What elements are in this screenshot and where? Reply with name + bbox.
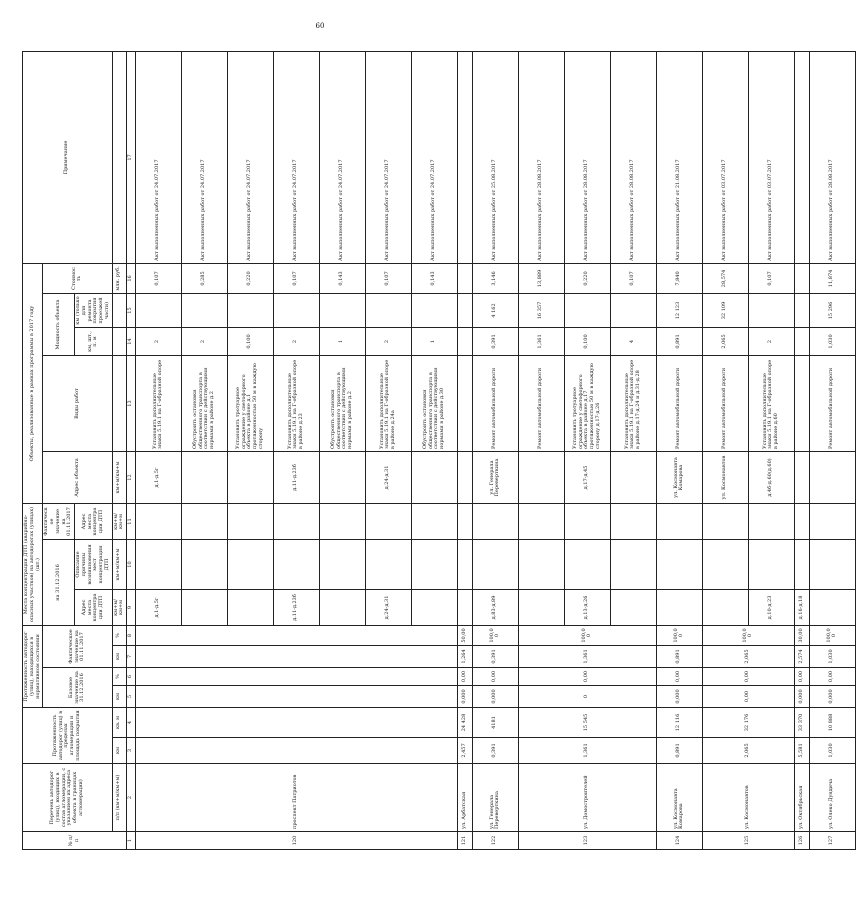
base-km: 0,000 bbox=[457, 686, 472, 708]
road-objects-table bbox=[22, 51, 856, 850]
header-base: Базовое значение на 31.12.2016 bbox=[43, 668, 112, 708]
note: Акт выполненных работ от 28.08.2017 bbox=[518, 51, 564, 263]
table-row bbox=[135, 51, 181, 849]
work-type: Обустроить остановки общественного транспорта в соответствии с действующими нормами в районе д.2 bbox=[319, 356, 365, 452]
work-type: Установить дополнительные знаки 5.19.1 на Г-образной опоре bbox=[135, 356, 181, 452]
header-power: Мощность объекта bbox=[43, 294, 75, 356]
dtp-fact-address bbox=[809, 504, 855, 540]
road-name: ул. Октябрьская bbox=[794, 764, 809, 832]
note bbox=[457, 51, 472, 263]
road-length: 1,361 bbox=[518, 738, 656, 764]
dtp-description bbox=[794, 540, 809, 590]
column-number: 3 bbox=[127, 738, 136, 764]
table-header bbox=[23, 51, 136, 849]
note: Акт выполненных работ от 03.07.2017 bbox=[702, 51, 748, 263]
row-number: 121 bbox=[457, 832, 472, 850]
dtp-fact-address bbox=[273, 504, 319, 540]
fact-percent: 100,00 bbox=[702, 626, 794, 646]
header-normative: Протяженность автодорог (улиц), находящихся в нормативном состоянии bbox=[23, 626, 43, 708]
header-num: № п/п bbox=[23, 832, 127, 850]
cost: 28,574 bbox=[702, 263, 748, 293]
dtp-fact-address bbox=[748, 504, 794, 540]
note: Акт выполненных работ от 28.08.2017 bbox=[564, 51, 610, 263]
note: Акт выполненных работ от 24.07.2017 bbox=[411, 51, 457, 263]
table-row bbox=[656, 51, 702, 849]
object-address bbox=[610, 452, 656, 504]
road-area: 15 545 bbox=[518, 708, 656, 738]
column-number: 2 bbox=[127, 764, 136, 832]
dtp-address bbox=[227, 590, 273, 626]
work-type: Установить дополнительные знаки 5.19.1 на Г-образной опоре в районе д.17-д.24 и д.31-д.28 bbox=[610, 356, 656, 452]
power-area bbox=[457, 294, 472, 328]
base-km bbox=[135, 686, 457, 708]
cost: 0,107 bbox=[610, 263, 656, 293]
road-length: 5,581 bbox=[794, 738, 809, 764]
object-address bbox=[227, 452, 273, 504]
row-number: 123 bbox=[518, 832, 656, 850]
dtp-address bbox=[457, 590, 472, 626]
road-length: 2,065 bbox=[702, 738, 794, 764]
power-units: 1,361 bbox=[518, 328, 564, 356]
dtp-address: д.13-д.26 bbox=[564, 590, 610, 626]
base-km: 0 bbox=[518, 686, 656, 708]
dtp-address bbox=[518, 590, 564, 626]
power-units: 2 bbox=[273, 328, 319, 356]
power-units: 0,100 bbox=[564, 328, 610, 356]
unit: % bbox=[112, 626, 127, 646]
unit: км bbox=[112, 686, 127, 708]
road-length: 2,457 bbox=[457, 738, 472, 764]
unit: км+м/км+м bbox=[112, 504, 127, 540]
header-dtp-base: на 31.12.2016 bbox=[43, 540, 75, 626]
header-dtp-addr: Адрес места концентрации ДТП bbox=[75, 590, 113, 626]
row-number: 125 bbox=[702, 832, 794, 850]
dtp-description bbox=[135, 540, 181, 590]
work-type: Ремонт автомобильной дороги bbox=[518, 356, 564, 452]
dtp-fact-address bbox=[472, 504, 518, 540]
unit: км+м/км+м bbox=[112, 452, 127, 504]
dtp-description bbox=[227, 540, 273, 590]
header-power-2: км (только для ремонта покрытия проезжей части) bbox=[75, 294, 113, 328]
power-area: 16 357 bbox=[518, 294, 564, 328]
column-number: 17 bbox=[127, 51, 136, 263]
base-km: 0,000 bbox=[656, 686, 702, 708]
power-units: 0,391 bbox=[472, 328, 518, 356]
work-type: Обустроить остановки общественного транспорта в соответствии с действующими нормами в районе д.2 bbox=[181, 356, 227, 452]
road-area: 33 370 bbox=[794, 708, 809, 738]
cost: 13,889 bbox=[518, 263, 564, 293]
unit: км bbox=[112, 646, 127, 668]
power-units: 0,891 bbox=[656, 328, 702, 356]
road-name: ул. Домостроителей bbox=[518, 764, 656, 832]
dtp-fact-address bbox=[518, 504, 564, 540]
cost: 0,143 bbox=[411, 263, 457, 293]
work-type: Обустроить остановки общественного транспорта в соответствии с действующими нормами в районе д.30 bbox=[411, 356, 457, 452]
dtp-fact-address bbox=[319, 504, 365, 540]
base-percent: 0,00 bbox=[794, 668, 809, 686]
power-area bbox=[564, 294, 610, 328]
table-row bbox=[809, 51, 855, 849]
dtp-description bbox=[809, 540, 855, 590]
work-type: Установить дополнительные знаки 5.19.1 на Г-образной опоре в районе д.24а bbox=[365, 356, 411, 452]
power-area bbox=[319, 294, 365, 328]
dtp-description bbox=[472, 540, 518, 590]
unit: % bbox=[112, 668, 127, 686]
dtp-fact-address bbox=[411, 504, 457, 540]
base-km: 0,000 bbox=[472, 686, 518, 708]
base-percent: 0,00 bbox=[656, 668, 702, 686]
object-address bbox=[457, 452, 472, 504]
cost: 0,107 bbox=[135, 263, 181, 293]
power-units: 1 bbox=[319, 328, 365, 356]
header-cost: Стоимость bbox=[43, 263, 112, 293]
dtp-description bbox=[656, 540, 702, 590]
dtp-fact-address bbox=[610, 504, 656, 540]
row-number: 120 bbox=[135, 832, 457, 850]
table-row bbox=[518, 51, 564, 849]
work-type: Установить тротуарное ограждение у светофорного объекта в районе д.1 протяженностью 50 м в каждую сторону bbox=[227, 356, 273, 452]
object-address: ул. Генерала Переверткина bbox=[472, 452, 518, 504]
fact-km: 2,574 bbox=[794, 646, 809, 668]
dtp-fact-address bbox=[227, 504, 273, 540]
road-name: ул. Генерала Переверткина bbox=[472, 764, 518, 832]
dtp-fact-address bbox=[135, 504, 181, 540]
object-address: д.24-д.31 bbox=[365, 452, 411, 504]
dtp-description bbox=[564, 540, 610, 590]
dtp-description bbox=[319, 540, 365, 590]
table-row bbox=[794, 51, 809, 849]
note: Акт выполненных работ от 24.07.2017 bbox=[365, 51, 411, 263]
object-address bbox=[518, 452, 564, 504]
road-length bbox=[135, 738, 457, 764]
base-percent: 0,00 bbox=[518, 668, 656, 686]
object-address bbox=[181, 452, 227, 504]
power-units: 0,100 bbox=[227, 328, 273, 356]
work-type: Ремонт автомобильной дороги bbox=[702, 356, 748, 452]
object-address: ул. Космонавтов bbox=[702, 452, 748, 504]
dtp-description bbox=[365, 540, 411, 590]
dtp-description bbox=[610, 540, 656, 590]
unit: км bbox=[112, 738, 127, 764]
cost: 3,146 bbox=[472, 263, 518, 293]
unit: млн. руб. bbox=[112, 263, 127, 293]
header-power-1: км, шт., п. м bbox=[75, 328, 113, 356]
fact-km bbox=[135, 646, 457, 668]
column-number: 4 bbox=[127, 708, 136, 738]
work-type: Установить дополнительные знаки 5.19.1 на Г-образной опоре в районе д.60 bbox=[748, 356, 794, 452]
base-percent: 0,00 bbox=[457, 668, 472, 686]
note: Акт выполненных работ от 21.08.2017 bbox=[656, 51, 702, 263]
fact-percent: 30,00 bbox=[794, 626, 809, 646]
power-area bbox=[748, 294, 794, 328]
dtp-fact-address bbox=[794, 504, 809, 540]
work-type: Ремонт автомобильной дороги bbox=[809, 356, 855, 452]
row-number: 122 bbox=[472, 832, 518, 850]
road-name: ул. Олеко Дундича bbox=[809, 764, 855, 832]
base-percent bbox=[135, 668, 457, 686]
power-units bbox=[457, 328, 472, 356]
dtp-fact-address bbox=[564, 504, 610, 540]
dtp-address bbox=[809, 590, 855, 626]
base-percent: 0,00 bbox=[809, 668, 855, 686]
work-type: Ремонт автомобильной дороги bbox=[472, 356, 518, 452]
dtp-address bbox=[319, 590, 365, 626]
power-units: 4 bbox=[610, 328, 656, 356]
power-area bbox=[227, 294, 273, 328]
object-address: д.11-д.23б bbox=[273, 452, 319, 504]
header-note: Примечание bbox=[23, 51, 113, 263]
column-number: 14 bbox=[127, 328, 136, 356]
note: Акт выполненных работ от 25.08.2017 bbox=[472, 51, 518, 263]
fact-percent: 50,00 bbox=[457, 626, 472, 646]
power-units: 1 bbox=[411, 328, 457, 356]
road-length: 1,030 bbox=[809, 738, 855, 764]
fact-km: 1,361 bbox=[518, 646, 656, 668]
note: Акт выполненных работ от 24.07.2017 bbox=[319, 51, 365, 263]
dtp-address bbox=[610, 590, 656, 626]
object-address bbox=[809, 452, 855, 504]
power-area bbox=[610, 294, 656, 328]
object-address bbox=[319, 452, 365, 504]
dtp-address bbox=[656, 590, 702, 626]
dtp-address bbox=[411, 590, 457, 626]
fact-km: 2,065 bbox=[702, 646, 794, 668]
dtp-description bbox=[702, 540, 748, 590]
table-row bbox=[457, 51, 472, 849]
road-length: 0,391 bbox=[472, 738, 518, 764]
fact-percent: 100,00 bbox=[809, 626, 855, 646]
rotated-table-frame bbox=[22, 52, 838, 850]
note bbox=[794, 51, 809, 263]
dtp-description bbox=[411, 540, 457, 590]
unit: км+м/км+м bbox=[112, 540, 127, 590]
dtp-description bbox=[273, 540, 319, 590]
header-name: Перечень автодорог (улиц), входящих в состав агломерации, с указанием их адреса объекта в границах агломерации) bbox=[23, 764, 113, 832]
power-area bbox=[135, 294, 181, 328]
table-row bbox=[472, 51, 518, 849]
dtp-fact-address bbox=[702, 504, 748, 540]
dtp-description bbox=[457, 540, 472, 590]
road-name: проспект Патриотов bbox=[135, 764, 457, 832]
cost: 0,107 bbox=[365, 263, 411, 293]
cost: 0,143 bbox=[319, 263, 365, 293]
fact-percent bbox=[135, 626, 457, 646]
column-number: 8 bbox=[127, 626, 136, 646]
power-units bbox=[794, 328, 809, 356]
dtp-description bbox=[748, 540, 794, 590]
work-type: Установить дополнительные знаки 5.19.1 на Г-образной опоре в районе д.23 bbox=[273, 356, 319, 452]
power-units: 2,065 bbox=[702, 328, 748, 356]
power-area: 15 296 bbox=[809, 294, 855, 328]
dtp-address: д.11-д.23б bbox=[273, 590, 319, 626]
note: Акт выполненных работ от 03.07.2017 bbox=[748, 51, 794, 263]
dtp-address: д.24-д.31 bbox=[365, 590, 411, 626]
note: Акт выполненных работ от 24.07.2017 bbox=[135, 51, 181, 263]
cost: 0,220 bbox=[564, 263, 610, 293]
object-address: д.4б-д.60(д.60) bbox=[748, 452, 794, 504]
table-row bbox=[702, 51, 748, 849]
table-wrapper bbox=[22, 52, 838, 850]
unit: п/п (км+м/км+м) bbox=[112, 764, 127, 832]
base-km: 0,00 bbox=[702, 686, 794, 708]
dtp-address bbox=[181, 590, 227, 626]
power-area bbox=[794, 294, 809, 328]
column-number: 1 bbox=[127, 832, 136, 850]
column-numbers-row bbox=[127, 51, 136, 849]
header-length: Протяженность автодорог (улиц) в пределах агломерации и площадь покрытия bbox=[23, 708, 113, 764]
dtp-address bbox=[702, 590, 748, 626]
column-number: 5 bbox=[127, 686, 136, 708]
power-units: 2 bbox=[181, 328, 227, 356]
dtp-fact-address bbox=[181, 504, 227, 540]
dtp-description bbox=[181, 540, 227, 590]
cost: 0,107 bbox=[273, 263, 319, 293]
note: Акт выполненных работ от 24.07.2017 bbox=[181, 51, 227, 263]
road-length: 0,891 bbox=[656, 738, 702, 764]
power-area: 32 109 bbox=[702, 294, 748, 328]
note: Акт выполненных работ от 28.08.2017 bbox=[610, 51, 656, 263]
fact-percent: 100,00 bbox=[518, 626, 656, 646]
header-fact: Фактическое значение на 01.11.2017 bbox=[43, 626, 112, 668]
power-units: 2 bbox=[365, 328, 411, 356]
unit: км+м/км+м bbox=[112, 590, 127, 626]
header-obj-addr: Адрес объекта bbox=[43, 452, 112, 504]
work-type bbox=[457, 356, 472, 452]
row-number: 126 bbox=[794, 832, 809, 850]
column-number: 15 bbox=[127, 294, 136, 328]
dtp-address: д.83-д.89 bbox=[472, 590, 518, 626]
power-area bbox=[411, 294, 457, 328]
column-number: 13 bbox=[127, 356, 136, 452]
column-number: 10 bbox=[127, 540, 136, 590]
cost: 11,874 bbox=[809, 263, 855, 293]
unit: кв. м bbox=[112, 708, 127, 738]
header-dtp: Места концентрации ДТП (аварийно-опасных участков) на автодорогах (улицах) (шт.) bbox=[23, 504, 43, 626]
power-units: 1,030 bbox=[809, 328, 855, 356]
dtp-fact-address bbox=[365, 504, 411, 540]
power-area bbox=[365, 294, 411, 328]
header-dtp-fact: Фактическое значение на 01.11.2017 bbox=[43, 504, 75, 540]
object-address: д.17-д.45 bbox=[564, 452, 610, 504]
road-name: ул. Космонавтов bbox=[702, 764, 794, 832]
power-units: 2 bbox=[748, 328, 794, 356]
object-address: ул. Космонавта Комарова bbox=[656, 452, 702, 504]
note: Акт выполненных работ от 24.07.2017 bbox=[273, 51, 319, 263]
work-type: Ремонт автомобильной дороги bbox=[656, 356, 702, 452]
header-objects: Объекты, реализованные в рамках программы в 2017 году bbox=[23, 263, 43, 503]
base-percent: 0,00 bbox=[472, 668, 518, 686]
column-number: 9 bbox=[127, 590, 136, 626]
cost: 0,220 bbox=[227, 263, 273, 293]
road-name: ул. Космонавта Комарова bbox=[656, 764, 702, 832]
header-dtp-descr: Описание причины возникновения мест концентрации ДТП bbox=[75, 540, 113, 590]
power-area bbox=[273, 294, 319, 328]
road-area: 24 428 bbox=[457, 708, 472, 738]
work-type bbox=[794, 356, 809, 452]
power-area: 12 123 bbox=[656, 294, 702, 328]
power-area: 4 162 bbox=[472, 294, 518, 328]
note: Акт выполненных работ от 24.07.2017 bbox=[227, 51, 273, 263]
work-type: Установить тротуарное ограждение у светофорного объекта в районе д.17 протяженностью 50 м в каждую сторону д.17-д.26 bbox=[564, 356, 610, 452]
road-area: 4181 bbox=[472, 708, 518, 738]
page-number: 60 bbox=[315, 22, 325, 30]
base-km: 0,000 bbox=[809, 686, 855, 708]
fact-km: 0,891 bbox=[656, 646, 702, 668]
road-area: 32 176 bbox=[702, 708, 794, 738]
cost: 0,285 bbox=[181, 263, 227, 293]
object-address bbox=[794, 452, 809, 504]
road-area bbox=[135, 708, 457, 738]
column-number: 6 bbox=[127, 668, 136, 686]
column-number: 16 bbox=[127, 263, 136, 293]
object-address: д.1-д.5г bbox=[135, 452, 181, 504]
dtp-fact-address bbox=[656, 504, 702, 540]
dtp-description bbox=[518, 540, 564, 590]
dtp-address: д.1-д.5г bbox=[135, 590, 181, 626]
base-km: 0,000 bbox=[794, 686, 809, 708]
fact-percent: 100,00 bbox=[656, 626, 702, 646]
road-area: 10 888 bbox=[809, 708, 855, 738]
dtp-address: д.16-д.18 bbox=[794, 590, 809, 626]
object-address bbox=[411, 452, 457, 504]
row-number: 127 bbox=[809, 832, 855, 850]
dtp-fact-address bbox=[457, 504, 472, 540]
power-units: 2 bbox=[135, 328, 181, 356]
column-number: 7 bbox=[127, 646, 136, 668]
road-name: ул. Арбатская bbox=[457, 764, 472, 832]
fact-percent: 100,00 bbox=[472, 626, 518, 646]
header-obj-type: Виды работ bbox=[43, 356, 112, 452]
note: Акт выполненных работ от 28.08.2017 bbox=[809, 51, 855, 263]
dtp-address: д.10-д.23 bbox=[748, 590, 794, 626]
column-number: 11 bbox=[127, 504, 136, 540]
header-dtp-addr2: Адрес места концентрации ДТП bbox=[75, 504, 113, 540]
cost: 7,840 bbox=[656, 263, 702, 293]
power-area bbox=[181, 294, 227, 328]
table-body bbox=[135, 51, 855, 849]
fact-km: 1,264 bbox=[457, 646, 472, 668]
cost bbox=[794, 263, 809, 293]
cost: 0,107 bbox=[748, 263, 794, 293]
row-number: 124 bbox=[656, 832, 702, 850]
column-number: 12 bbox=[127, 452, 136, 504]
cost bbox=[457, 263, 472, 293]
road-area: 12 116 bbox=[656, 708, 702, 738]
fact-km: 0,391 bbox=[472, 646, 518, 668]
fact-km: 1,030 bbox=[809, 646, 855, 668]
base-percent: 0,00 bbox=[702, 668, 794, 686]
